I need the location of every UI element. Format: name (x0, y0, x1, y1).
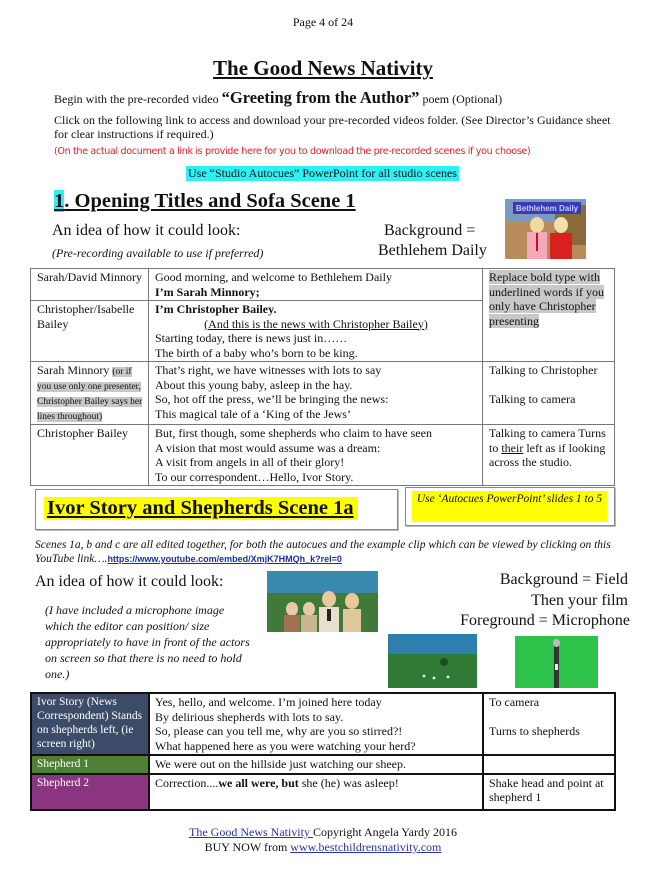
footer-buy-now (0, 840, 646, 855)
direction-note: left as if looking across the studio. (489, 440, 606, 469)
download-instructions: Click on the following link to access and download your pre-recorded videos folder. (See Director’s Guidance sheet for clear instructions if required.) (54, 113, 611, 141)
speaker-cell: Shepherd 2 (31, 774, 149, 810)
table-row (31, 693, 615, 755)
dialogue-cell (149, 425, 483, 486)
dialogue-line: A visit from angels in all of their glory! (155, 455, 345, 469)
dialogue-cell: We were out on the hillside just watching our sheep. (149, 755, 483, 774)
dialogue-line: About this young baby, asleep in the hay. (155, 377, 353, 392)
bethlehem-daily-image (505, 199, 586, 259)
table-row (31, 774, 615, 810)
copyright-text: Copyright Angela Yardy 2016 (312, 825, 457, 839)
dialogue-emphasis: we all were, but (218, 775, 299, 790)
field-background-image (388, 634, 477, 688)
dialogue-line: Correction.... (155, 775, 219, 790)
scene1-background-label: Background = (384, 222, 476, 239)
speaker-note: (or if (112, 367, 132, 377)
speaker-cell: Ivor Story (News Correspondent) Stands on shepherds left, (ie screen right) (31, 693, 149, 755)
footer-title-link[interactable]: The Good News Nativity (189, 825, 313, 839)
scene1-idea-label: An idea of how it could look: (52, 222, 241, 239)
speaker-cell: Christopher/Isabelle Bailey (31, 301, 149, 362)
dialogue-line: But, first though, some shepherds who claim to have seen (155, 426, 432, 440)
slides-note: Use ‘Autocues PowerPoint’ slides 1 to 5 (412, 491, 607, 522)
dialogue-line: I’m Sarah Minnory; (155, 284, 260, 299)
table-row (31, 362, 615, 425)
direction-cell (483, 755, 615, 774)
dialogue-cell (149, 774, 483, 810)
scene1a-idea-label: An idea of how it could look: (35, 573, 224, 590)
dialogue-line: To our correspondent…Hello, Ivor Story. (155, 469, 354, 484)
dialogue-cell (149, 693, 483, 755)
microphone-greenscreen-image (515, 636, 598, 688)
speaker-cell: Shepherd 1 (31, 755, 149, 774)
table-row (31, 269, 615, 301)
dialogue-line: Starting today, there is news just in…… (155, 331, 348, 345)
studio-autocues-note: Use “Studio Autocues” PowerPoint for all studio scenes (188, 166, 457, 180)
microphone-note: (I have included a microphone image which the editor can position/ size appropriately to have in front of the actors on screen so that there is no need to hold one.) (45, 603, 250, 681)
dialogue-line: That’s right, we have witnesses with lots to say (155, 363, 382, 377)
scene1-script-table (30, 268, 615, 486)
page-indicator: Page 4 of 24 (292, 15, 354, 29)
direction-cell: Shake head and point at shepherd 1 (483, 774, 615, 810)
scene1a-heading: Ivor Story and Shepherds Scene 1a (44, 497, 358, 520)
scenes-edit-note (35, 538, 625, 566)
dialogue-line: she (he) was asleep! (298, 775, 399, 790)
dialogue-line: What happened here as you were watching your herd? (155, 738, 416, 753)
youtube-link[interactable]: https://www.youtube.com/embed/XmjK7HMQh_k?rel=0 (107, 554, 342, 564)
direction-note: Talking to camera (489, 392, 576, 406)
footer-copyright (0, 825, 646, 840)
dialogue-line: By delirious shepherds with lots to say. (155, 709, 344, 724)
direction-cell (483, 693, 615, 755)
dialogue-line: The birth of a baby who’s born to be king. (155, 345, 358, 360)
speaker-note: you use only one presenter, Christopher Bailey says her lines throughout) (37, 382, 143, 422)
dialogue-cell (149, 269, 483, 301)
intro-suffix: poem (Optional) (419, 92, 503, 106)
speaker-cell (31, 362, 149, 425)
website-link[interactable]: www.bestchildrensnativity.com (290, 840, 442, 854)
scene1-title-text: . Opening Titles and Sofa Scene 1 (64, 190, 356, 212)
direction-note: Talking to camera Turns to (489, 426, 606, 455)
direction-note: Replace bold type with underlined words if you only have Christopher presenting (489, 270, 604, 328)
speaker-cell: Sarah/David Minnory (31, 269, 149, 301)
table-row (31, 425, 615, 486)
prerecording-note: (Pre-recording available to use if preferred) (52, 246, 264, 260)
scene1a-foreground-line: Foreground = Microphone (460, 612, 630, 629)
direction-note: To camera (489, 695, 540, 709)
dialogue-line: Yes, hello, and welcome. I’m joined here today (155, 695, 382, 709)
speaker-cell: Christopher Bailey (31, 425, 149, 486)
scene1a-then-line: Then your film (531, 592, 628, 609)
document-title (0, 56, 646, 81)
bethlehem-daily-caption: Bethlehem Daily (515, 204, 579, 213)
scene1-background-value: Bethlehem Daily (378, 242, 487, 259)
scene1a-background-line: Background = Field (499, 571, 628, 588)
dialogue-line: This magical tale of a ‘King of the Jews’ (155, 406, 351, 421)
scene1-number: 1 (54, 190, 65, 212)
dialogue-cell (149, 301, 483, 362)
dialogue-line: So, please can you tell me, why are you so stirred?! (155, 724, 403, 738)
direction-note: Talking to Christopher (489, 363, 598, 377)
speaker-name: Sarah Minnory (37, 363, 110, 377)
dialogue-line: A vision that most would assume was a dream: (155, 440, 381, 455)
dialogue-line: So, hot off the press, we’ll be bringing the news: (155, 392, 389, 406)
video-name: “Greeting from the Author” (221, 88, 420, 107)
intro-line (54, 88, 502, 108)
download-link-note: (On the actual document a link is provide here for you to download the pre-recorded scenes if you choose) (54, 146, 531, 157)
direction-emphasis: their (501, 440, 524, 455)
scenes-note-text: Scenes 1a, b and c are all edited together, for both the autocues and the example clip which can be viewed by clicking on this YouTube link…. (35, 539, 611, 565)
intro-prefix: Begin with the pre-recorded video (54, 92, 222, 106)
scene1-heading (54, 190, 356, 213)
direction-cell (483, 269, 615, 362)
table-row (31, 755, 615, 774)
dialogue-line: Good morning, and welcome to Bethlehem Daily (155, 270, 392, 284)
document-title-text: The Good News Nativity (213, 56, 433, 80)
direction-cell (483, 425, 615, 486)
scene1a-script-table (30, 692, 616, 811)
dialogue-line: (And this is the news with Christopher Bailey) (204, 316, 428, 331)
direction-note: Turns to shepherds (489, 724, 580, 738)
dialogue-line: I’m Christopher Bailey. (155, 302, 277, 316)
direction-cell (483, 362, 615, 425)
dialogue-cell (149, 362, 483, 425)
buy-now-text: BUY NOW from (204, 840, 291, 854)
